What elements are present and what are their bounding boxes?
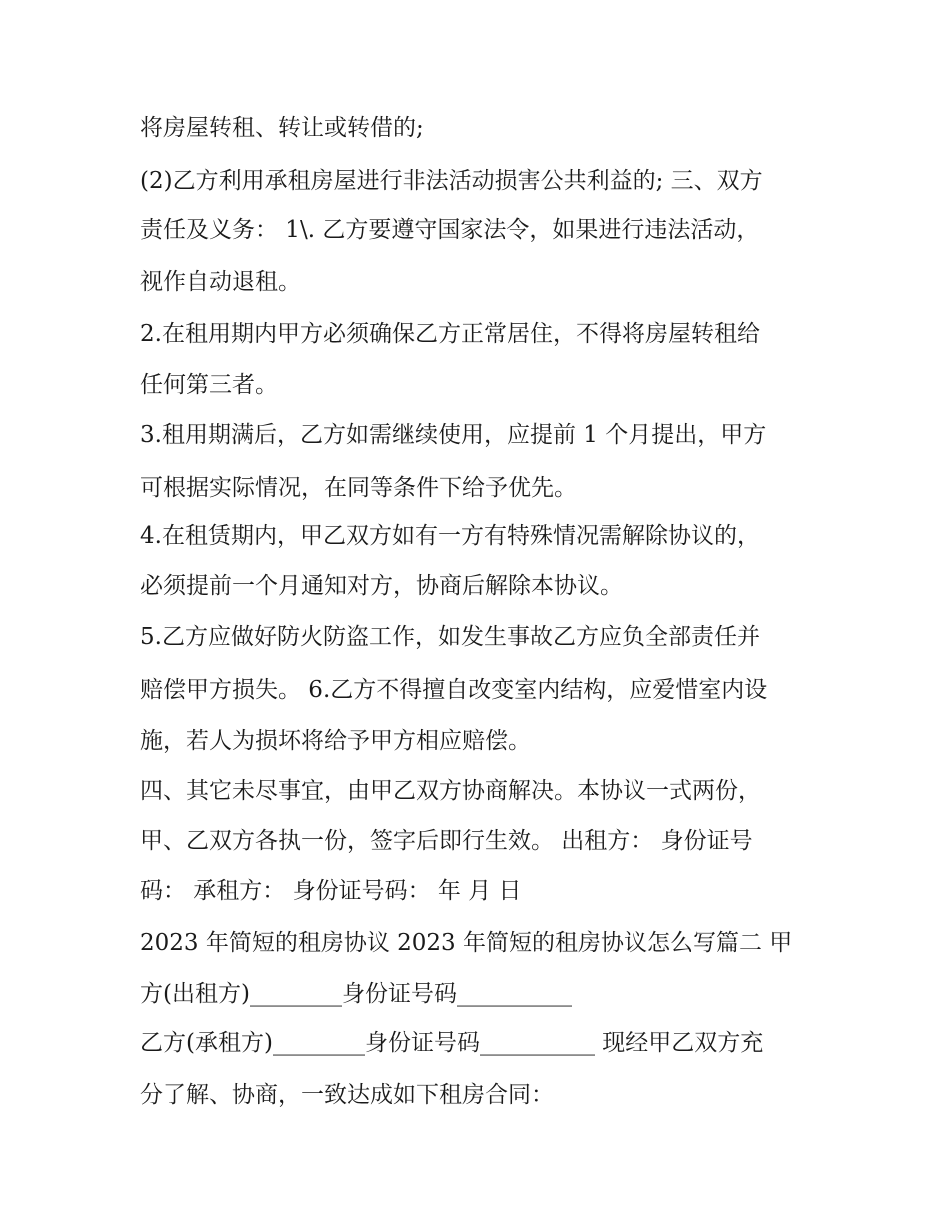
text-line: 四、其它未尽事宜，由甲乙双方协商解决。本协议一式两份， xyxy=(140,778,761,804)
text-line: 码： 承租方： 身份证号码： 年 月 日 xyxy=(140,878,522,904)
text-line: 视作自动退租。 xyxy=(140,269,301,295)
text-line: 3.租用期满后，乙方如需继续使用，应提前 1 个月提出，甲方 xyxy=(140,422,767,448)
text-line: 将房屋转租、转让或转借的; xyxy=(140,115,424,141)
text-line: 2023 年简短的租房协议 2023 年简短的租房协议怎么写篇二 甲 xyxy=(140,930,793,956)
text-line: 分了解、协商，一致达成如下租房合同： xyxy=(140,1082,554,1108)
text-line: 必须提前一个月通知对方，协商后解除本协议。 xyxy=(140,573,623,599)
text-line: 2.在租用期内甲方必须确保乙方正常居住，不得将房屋转租给 xyxy=(140,321,760,347)
text-line: 甲、乙双方各执一份，签字后即行生效。 出租方： 身份证号 xyxy=(140,828,753,854)
text-line: 责任及义务： 1\. 乙方要遵守国家法令，如果进行违法活动， xyxy=(140,217,760,243)
text-line: 可根据实际情况，在同等条件下给予优先。 xyxy=(140,475,577,501)
text-line: 赔偿甲方损失。 6.乙方不得擅自改变室内结构，应爱惜室内设 xyxy=(140,677,768,703)
text-line: 施，若人为损坏将给予甲方相应赔偿。 xyxy=(140,728,531,754)
text-line: 5.乙方应做好防火防盗工作，如发生事故乙方应负全部责任并 xyxy=(140,624,760,650)
text-line: 任何第三者。 xyxy=(140,372,278,398)
text-line: 4.在租赁期内，甲乙双方如有一方有特殊情况需解除协议的， xyxy=(140,523,760,549)
text-line: 乙方(承租方)________身份证号码__________ 现经甲乙双方充 xyxy=(140,1030,764,1056)
text-line: 方(出租方)________身份证号码__________ xyxy=(140,981,572,1007)
text-line: (2)乙方利用承租房屋进行非法活动损害公共利益的; 三、双方 xyxy=(140,168,763,194)
